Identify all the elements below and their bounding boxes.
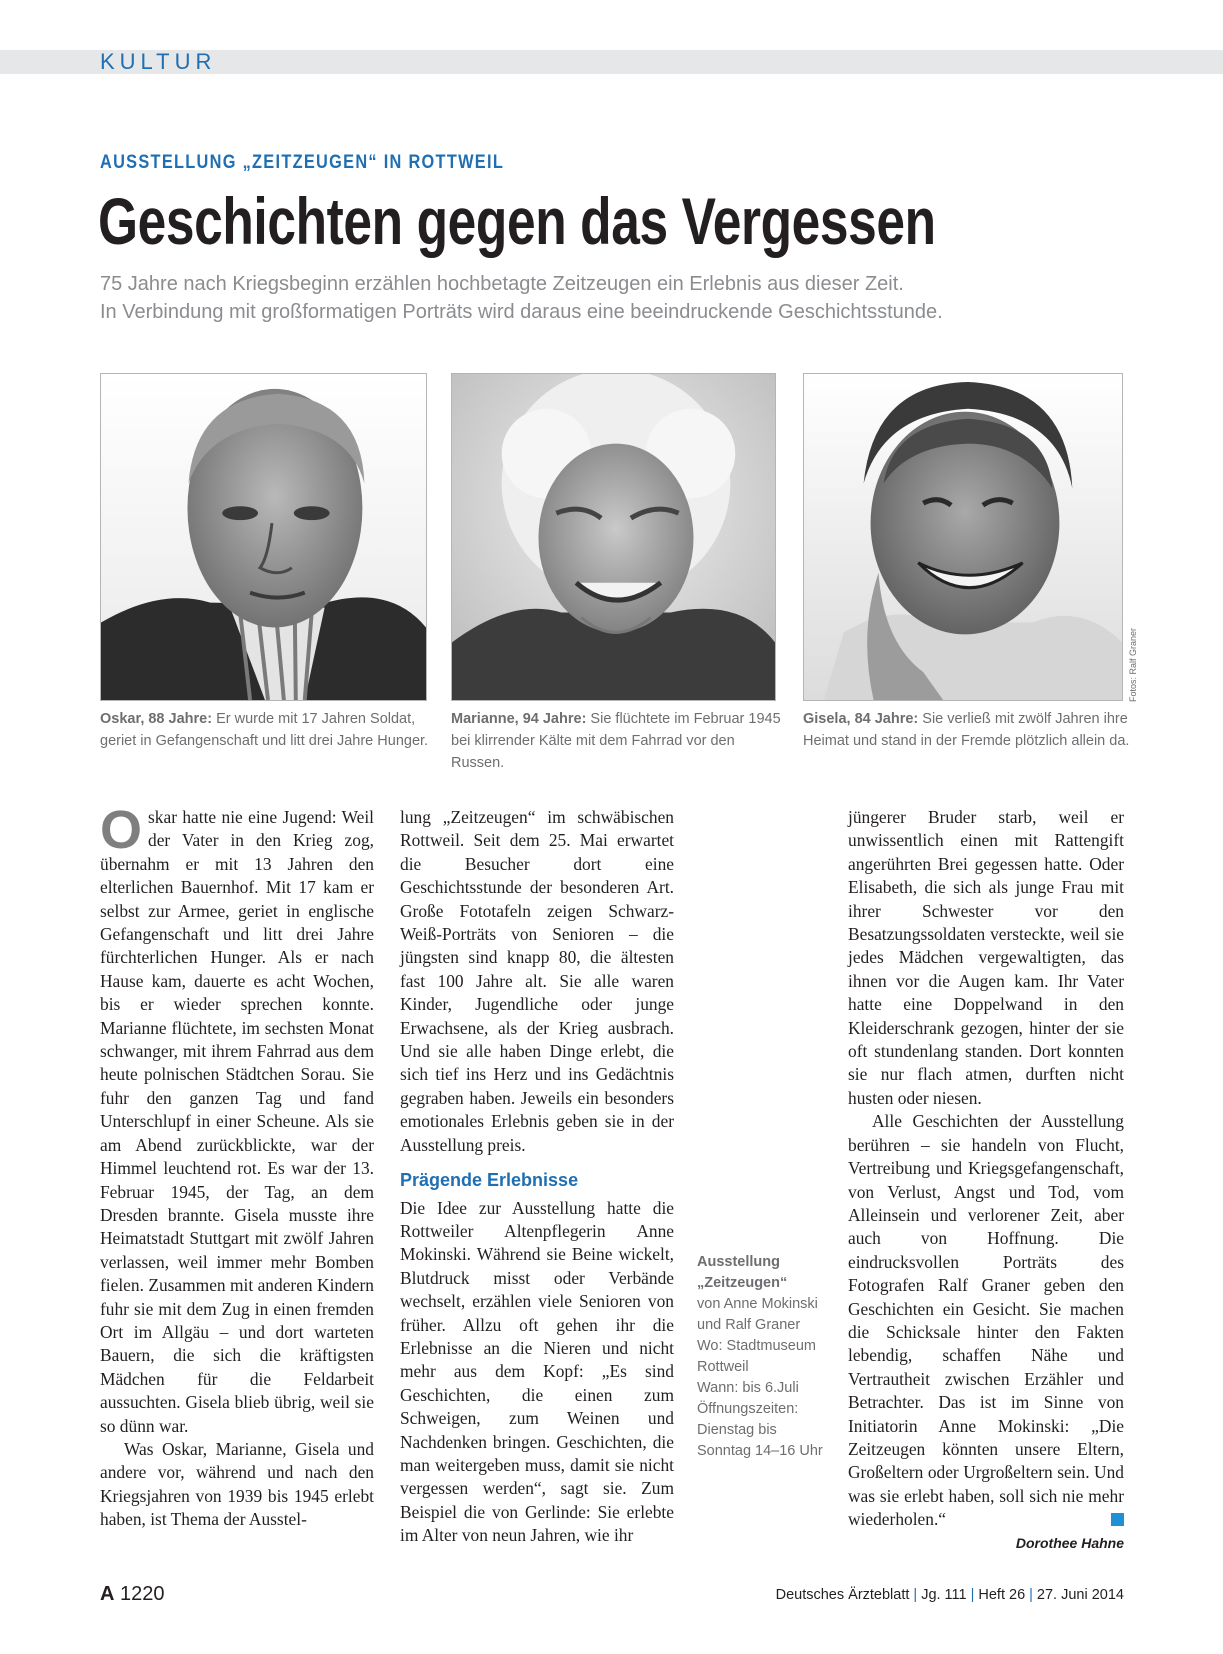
paragraph-text: Alle Geschichten der Ausstellung berühren – sie handeln von Flucht, Vertreibung und Kriegsgefangenschaft, von Verlust, Angst und Tod, vom Alleinsein und verlorener Zeit, aber auch von Hoffnung. Die eindrucksvollen Porträts des Fotografen Ralf Graner geben den Geschichten ein Gesicht. Sie machen die Schicksale hinter den Fakten lebendig, schaffen Nähe und Vertrautheit zwischen Erzähler und Betrachter. Das ist im Sinne von Initiatorin Anne Mokinski: „Die Zeitzeugen könnten unsere Eltern, Großeltern oder Urgroßeltern sein. Und was sie erlebt haben, soll sich nie mehr wiederholen.“ <box>848 1111 1124 1530</box>
portrait-photo-gisela <box>803 373 1123 701</box>
caption-text: Er wurde mit 17 Jahren Soldat, geriet in Gefangenschaft und litt drei Jahre Hunger. <box>100 711 429 749</box>
drop-cap: O <box>100 800 143 860</box>
photo-credit: Fotos: Ralf Graner <box>1128 627 1138 702</box>
infobox-line: und Ralf Graner <box>697 1317 801 1333</box>
body-paragraph: Die Idee zur Ausstellung hatte die Rottweiler Altenpflegerin Anne Mokinski. Während sie Beine wickelt, Blutdruck misst oder Verbände wechselt, erzählen viele Senioren von früher. Allzu oft gehen ihr die Erlebnisse an die Nieren und nicht mehr aus dem Kopf: „Es sind Geschichten, die einen zum Schweigen, zum Weinen und Nachdenken bringen. Geschichten, die man weitergeben muss, damit sie nicht vergessen werden“, sagt sie. Zum Beispiel die von Gerlinde: Sie erlebte im Alter von neun Jahren, wie ihr <box>400 1197 674 1546</box>
infobox-line: von Anne Mokinski <box>697 1296 818 1312</box>
page-number-value: 1220 <box>120 1583 165 1605</box>
body-column-2 <box>400 806 674 1548</box>
author-byline: Dorothee Hahne <box>1015 1535 1124 1551</box>
infobox-line: Wann: bis 6.Juli <box>697 1380 799 1396</box>
caption-name: Marianne, 94 Jahre: <box>451 711 587 727</box>
exhibition-infobox <box>697 1252 837 1462</box>
body-column-3 <box>848 806 1124 1532</box>
deck-line: 75 Jahre nach Kriegsbeginn erzählen hochbetagte Zeitzeugen ein Erlebnis aus dieser Zeit. <box>100 273 904 295</box>
body-paragraph: lung „Zeitzeugen“ im schwäbischen Rottweil. Seit dem 25. Mai erwartet die Besucher dort eine Geschichtsstunde der besonderen Art. Große Fototafeln zeigen Schwarz-Weiß-Porträts von Senioren – die jüngsten sind knapp 80, die ältesten fast 100 Jahre alt. Sie alle waren Kinder, Jugendliche oder junge Erwachsene, als der Krieg ausbrach. Und sie alle haben Dinge erlebt, die sich tief ins Herz und ins Gedächtnis gegraben haben. Jeweils ein besonders emotionales Erlebnis geben sie in der Ausstellung preis. <box>400 807 674 1155</box>
separator: | <box>970 1587 975 1603</box>
page-prefix: A <box>100 1583 115 1605</box>
infobox-title: Ausstellung <box>697 1254 780 1270</box>
issue: Heft 26 <box>978 1587 1026 1603</box>
article-deck <box>100 270 1160 326</box>
caption-name: Gisela, 84 Jahre: <box>803 711 919 727</box>
portrait-photo-marianne <box>451 373 776 701</box>
volume: Jg. 111 <box>921 1587 967 1603</box>
photo-caption-oskar <box>100 708 435 752</box>
caption-text: Sie verließ mit zwölf Jahren ihre Heimat und stand in der Fremde plötzlich allein da. <box>803 711 1130 749</box>
infobox-line: Öffnungszeiten: <box>697 1401 799 1417</box>
separator: | <box>913 1587 918 1603</box>
body-paragraph: Was Oskar, Marianne, Gisela und andere vor, während und nach den Kriegsjahren von 1939 bis 1945 erlebt haben, ist Thema der Ausstel- <box>100 1438 374 1530</box>
end-mark-icon <box>1111 1513 1124 1526</box>
article-kicker: AUSSTELLUNG „ZEITZEUGEN“ IN ROTTWEIL <box>100 152 505 173</box>
infobox-title: „Zeitzeugen“ <box>697 1275 788 1291</box>
infobox-line: Wo: Stadtmuseum <box>697 1338 817 1354</box>
caption-name: Oskar, 88 Jahre: <box>100 711 213 727</box>
portrait-photo-oskar <box>100 373 427 701</box>
photo-caption-gisela <box>803 708 1138 752</box>
infobox-line: Rottweil <box>697 1359 749 1375</box>
issue-date: 27. Juni 2014 <box>1036 1587 1124 1603</box>
body-column-1 <box>100 800 374 1532</box>
photo-caption-marianne <box>451 708 786 774</box>
paragraph-text: skar hatte nie eine Jugend: Weil der Vater in den Krieg zog, übernahm er mit 13 Jahren den elterlichen Bauernhof. Mit 17 kam er selbst zur Armee, geriet in englische Gefangenschaft und litt drei Jahre fürchterlichen Hunger. Als er nach Hause kam, dauerte es acht Wochen, bis er wieder sprechen konnte. Marianne flüchtete, im sechsten Monat schwanger, mit ihrem Fahrrad aus dem heute polnischen Städtchen Sorau. Sie fuhr den ganzen Tag und fand Unterschlupf in einer Scheune. Als sie am Abend zurückblickte, war der Himmel leuchtend rot. Es war der 13. Februar 1945, der Tag, an dem Dresden brannte. Gisela musste ihre Heimatstadt Stuttgart mit zwölf Jahren verlassen, weil immer mehr Bomben fielen. Zusammen mit anderen Kindern fuhr sie mit dem Zug in einen fremden Ort im Allgäu – und dort warteten Bauern, die sich die kräftigsten Mädchen für die Feldarbeit aussuchten. Gisela blieb übrig, weil sie so dünn war. <box>100 807 374 1436</box>
publication-footer <box>776 1587 1124 1603</box>
article-headline: Geschichten gegen das Vergessen <box>98 184 936 258</box>
subheading: Prägende Erlebnisse <box>400 1170 579 1191</box>
section-label: KULTUR <box>100 49 217 74</box>
infobox-line: Dienstag bis <box>697 1422 777 1438</box>
body-paragraph <box>100 800 374 1438</box>
body-paragraph: jüngerer Bruder starb, weil er unwissentlich einen mit Rattengift angerührten Brei gegessen hatte. Oder Elisabeth, die sich als junge Frau mit ihrer Schwester vor den Besatzungssoldaten versteckte, weil sie jedes Mädchen vergewaltigten, das ihnen vor die Augen kam. Ihr Vater hatte eine Doppelwand in den Kleiderschrank gezogen, hinter der sie oft stundenlang standen. Dort konnten sie nur flach atmen, durften nicht husten oder niesen. <box>848 807 1124 1108</box>
publication-name: Deutsches Ärzteblatt <box>775 1587 910 1603</box>
separator: | <box>1029 1587 1033 1603</box>
page-number <box>100 1583 165 1606</box>
body-paragraph <box>848 1110 1124 1531</box>
caption-text: Sie flüchtete im Februar 1945 bei klirrender Kälte mit dem Fahrrad vor den Russen. <box>451 711 781 771</box>
deck-line: In Verbindung mit großformatigen Porträts wird daraus eine beeindruckende Geschichtsstunde. <box>100 301 943 323</box>
infobox-line: Sonntag 14–16 Uhr <box>697 1443 823 1459</box>
